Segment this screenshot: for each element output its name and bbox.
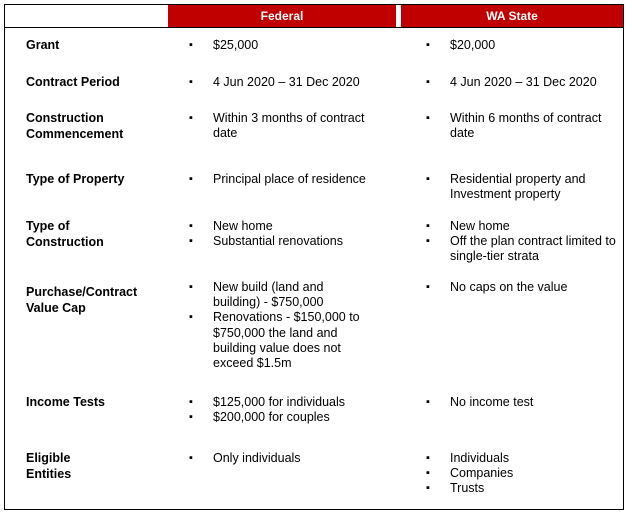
comparison-table [4,4,624,510]
header-federal: Federal [168,5,396,27]
list-item: ▪ New build (land and building) - $750,000 [189,280,369,310]
header-divider [5,27,623,28]
list-item: ▪ Trusts [426,481,622,496]
list-item: ▪ 4 Jun 2020 – 31 Dec 2020 [189,75,389,90]
federal-construction-cell [189,219,389,249]
list-item: ▪ Companies [426,466,622,481]
federal-property-cell [189,172,389,187]
row-label-type-of-construction: Type of Construction [26,219,104,249]
federal-income-cell [189,395,389,425]
header-blank-cell [5,5,168,27]
federal-entities-cell [189,451,389,466]
row-label-value-cap: Purchase/Contract Value Cap [26,285,138,315]
row-label-type-of-property: Type of Property [26,172,125,186]
row-label-grant: Grant [26,38,60,52]
wa-entities-cell [426,451,622,497]
list-item: ▪ $20,000 [426,38,622,53]
row-label-income-tests: Income Tests [26,395,105,409]
federal-grant-cell [189,38,389,53]
list-item: ▪ Within 3 months of contract date [189,111,379,141]
list-item: ▪ Only individuals [189,451,389,466]
list-item: ▪ Within 6 months of contract date [426,111,618,141]
list-item: ▪ New home [426,219,622,234]
wa-grant-cell [426,38,622,53]
list-item: ▪ $125,000 for individuals [189,395,389,410]
wa-property-cell [426,172,606,202]
list-item: ▪ 4 Jun 2020 – 31 Dec 2020 [426,75,622,90]
list-item: ▪ Renovations - $150,000 to $750,000 the land and building value does not exceed $1.5m [189,310,369,371]
header-wa-state: WA State [401,5,623,27]
list-item: ▪ Principal place of residence [189,172,389,187]
list-item: ▪ Residential property and Investment property [426,172,606,202]
wa-construction-cell [426,219,622,265]
wa-commencement-cell [426,111,618,141]
list-item: ▪ Substantial renovations [189,234,389,249]
federal-contract-period-cell [189,75,389,90]
row-label-construction-commencement: Construction Commencement [26,111,124,141]
list-item: ▪ Off the plan contract limited to single-tier strata [426,234,622,264]
wa-value-cap-cell [426,280,622,295]
list-item: ▪ Individuals [426,451,622,466]
row-label-eligible-entities: Eligible Entities [26,451,72,481]
federal-value-cap-cell [189,280,369,371]
wa-contract-period-cell [426,75,622,90]
wa-income-cell [426,395,622,410]
list-item: ▪ No caps on the value [426,280,622,295]
list-item: ▪ $25,000 [189,38,389,53]
list-item: ▪ New home [189,219,389,234]
list-item: ▪ No income test [426,395,622,410]
row-label-contract-period: Contract Period [26,75,120,89]
federal-commencement-cell [189,111,379,141]
list-item: ▪ $200,000 for couples [189,410,389,425]
